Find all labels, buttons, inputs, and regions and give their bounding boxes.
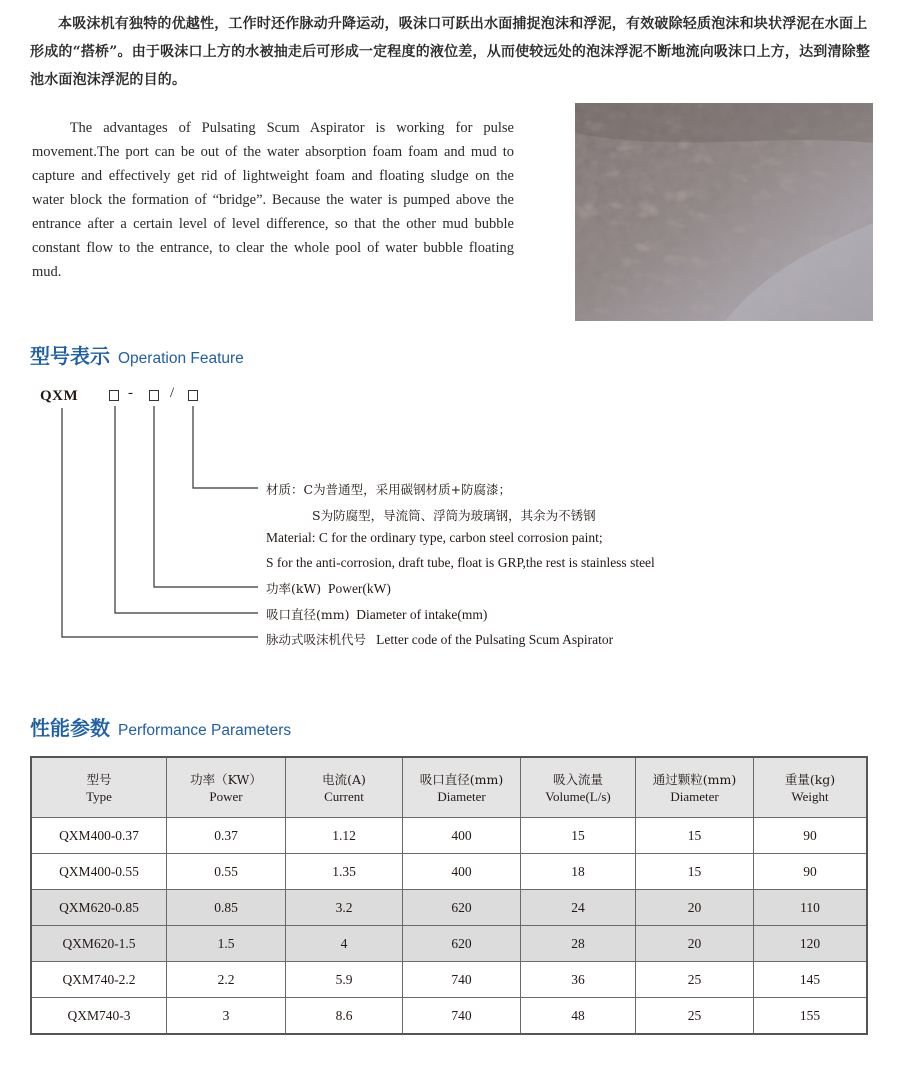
table-row [31,890,867,926]
power-desc-en: Power(kW) [327,581,391,596]
code-desc [266,630,613,648]
cell-type: QXM400-0.55 [31,854,167,890]
intro-chinese-paragraph: 本吸沫机有独特的优越性，工作时还作脉动升降运动，吸沫口可跃出水面捕捉泡沫和浮泥，有效破除轻质泡沫和块状浮泥在水面上形成的“搭桥”。由于吸沫口上方的水被抽走后可形成一定程度的液位差，从而使较远处的泡沫浮泥不断地流向吸沫口上方，达到清除整池水面泡沫浮泥的目的。 [30,16,871,88]
cell-volume: 28 [521,926,636,962]
cell-power: 0.37 [167,818,286,854]
power-desc-cn: 功率(kW) [266,581,322,596]
model-slash: / [170,385,175,401]
cell-current: 4 [286,926,403,962]
header-particle-diameter: 通过颗粒(mm) Diameter [636,757,754,818]
cell-weight: 155 [754,998,868,1035]
performance-parameters-title [30,712,291,741]
table-row [31,998,867,1035]
code-desc-cn: 脉动式吸沫机代号 [266,632,367,647]
diameter-desc-cn: 吸口直径(mm) [266,607,350,622]
table-row [31,962,867,998]
cell-diameter: 400 [403,818,521,854]
cell-particle-diameter: 20 [636,890,754,926]
cell-power: 3 [167,998,286,1035]
cell-particle-diameter: 20 [636,926,754,962]
table-body [31,818,867,1035]
cell-diameter: 620 [403,926,521,962]
cell-weight: 110 [754,890,868,926]
cell-volume: 18 [521,854,636,890]
code-desc-en: Letter code of the Pulsating Scum Aspirator [376,632,614,647]
performance-title-cn: 性能参数 [30,716,110,740]
cell-volume: 24 [521,890,636,926]
operation-feature-title [30,340,244,369]
cell-particle-diameter: 15 [636,818,754,854]
material-desc-en-2: S for the anti-corrosion, draft tube, float is GRP,the rest is stainless steel [266,555,655,570]
cell-current: 5.9 [286,962,403,998]
table-row [31,818,867,854]
cell-type: QXM620-0.85 [31,890,167,926]
cell-diameter: 740 [403,962,521,998]
cell-current: 3.2 [286,890,403,926]
model-dash: - [128,385,133,401]
cell-type: QXM620-1.5 [31,926,167,962]
operation-title-en: Operation Feature [118,350,244,367]
cell-power: 1.5 [167,926,286,962]
material-desc-cn-2: S为防腐型，导流筒、浮筒为玻璃钢，其余为不锈钢 [312,508,596,523]
performance-table [30,756,868,1035]
material-desc-cn-1: 材质：C为普通型，采用碳钢材质+防腐漆； [266,482,512,497]
cell-volume: 48 [521,998,636,1035]
cell-weight: 145 [754,962,868,998]
cell-current: 8.6 [286,998,403,1035]
header-volume: 吸入流量 Volume(L/s) [521,757,636,818]
header-diameter: 吸口直径(mm) Diameter [403,757,521,818]
cell-type: QXM740-3 [31,998,167,1035]
operation-title-cn: 型号表示 [30,344,110,368]
power-desc [266,579,391,597]
intro-english-paragraph: The advantages of Pulsating Scum Aspirator is working for pulse movement.The port can be out of the water absorption foam foam and mud to capture and effectively get rid of lightweight foam and floating sludge on the water block the formation of “bridge”. Because the water is pumped above the entrance after a certain level of level difference, so that the other mud bubble constant flow to the entrance, to clear the whole pool of water bubble floating mud. [32,120,514,280]
model-code-prefix: QXM [40,388,79,404]
cell-volume: 15 [521,818,636,854]
cell-diameter: 400 [403,854,521,890]
header-weight: 重量(kg) Weight [754,757,868,818]
cell-weight: 90 [754,818,868,854]
header-power: 功率（KW） Power [167,757,286,818]
cell-volume: 36 [521,962,636,998]
scum-foam-photo [575,103,873,321]
table-row [31,854,867,890]
diameter-desc [266,605,487,623]
performance-title-en: Performance Parameters [118,722,292,739]
cell-current: 1.12 [286,818,403,854]
cell-type: QXM400-0.37 [31,818,167,854]
header-current: 电流(A) Current [286,757,403,818]
table-row [31,926,867,962]
cell-power: 0.55 [167,854,286,890]
material-desc-en-1: Material: C for the ordinary type, carbon steel corrosion paint; [266,530,603,545]
table-header-row [31,757,867,818]
cell-particle-diameter: 15 [636,854,754,890]
cell-diameter: 740 [403,998,521,1035]
cell-diameter: 620 [403,890,521,926]
cell-weight: 120 [754,926,868,962]
cell-power: 0.85 [167,890,286,926]
cell-type: QXM740-2.2 [31,962,167,998]
cell-power: 2.2 [167,962,286,998]
diameter-desc-en: Diameter of intake(mm) [356,607,488,622]
cell-weight: 90 [754,854,868,890]
cell-particle-diameter: 25 [636,962,754,998]
header-type: 型号 Type [31,757,167,818]
cell-current: 1.35 [286,854,403,890]
cell-particle-diameter: 25 [636,998,754,1035]
